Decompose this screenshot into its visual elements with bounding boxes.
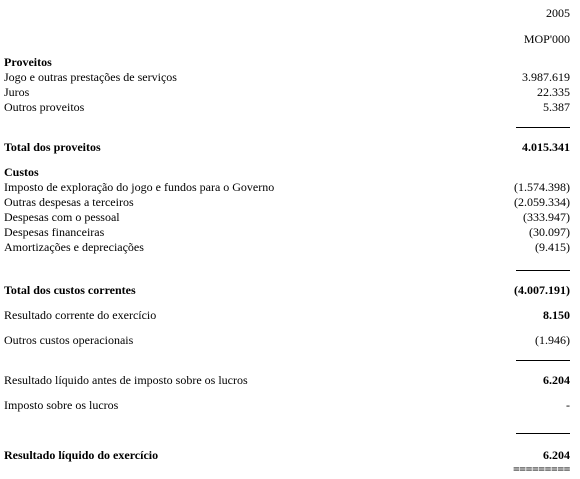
row-value: 3.987.619 [522, 70, 570, 84]
row-label: Imposto sobre os lucros [4, 398, 119, 412]
outros-custos-row [0, 333, 580, 347]
total-value: 4.015.341 [522, 140, 570, 154]
subtotal-rule [516, 433, 570, 434]
resultado-corrente-row [0, 308, 580, 322]
row-value: (333.947) [523, 210, 570, 224]
double-underline: ========= [512, 462, 570, 476]
row-label: Juros [4, 85, 30, 99]
subtotal-rule [516, 270, 570, 271]
row-value: (30.097) [529, 225, 570, 239]
section-heading-label: Proveitos [4, 55, 52, 69]
row-value: (9.415) [535, 240, 570, 254]
subtotal-rule [516, 360, 570, 361]
statement-row [0, 100, 580, 114]
total-label: Total dos custos correntes [4, 283, 136, 297]
row-label: Imposto de exploração do jogo e fundos para o Governo [4, 180, 275, 194]
row-label: Resultado líquido antes de imposto sobre os lucros [4, 373, 248, 387]
row-value: 22.335 [537, 85, 570, 99]
row-label: Amortizações e depreciações [4, 240, 144, 254]
statement-row [0, 225, 580, 239]
total-row-custos [0, 283, 580, 297]
row-value: (2.059.334) [514, 195, 570, 209]
total-value: (4.007.191) [514, 283, 570, 297]
statement-row [0, 240, 580, 254]
total-row-proveitos [0, 140, 580, 154]
statement-row [0, 195, 580, 209]
statement-row [0, 180, 580, 194]
row-label: Resultado corrente do exercício [4, 308, 157, 322]
currency-unit: MOP'000 [523, 32, 570, 46]
imposto-row [0, 398, 580, 412]
row-label: Jogo e outras prestações de serviços [4, 70, 177, 84]
year-header-row [0, 6, 580, 20]
row-label: Despesas financeiras [4, 225, 105, 239]
row-value: - [566, 398, 570, 412]
row-label: Outros proveitos [4, 100, 85, 114]
row-value: (1.574.398) [514, 180, 570, 194]
resultado-liquido-row [0, 448, 580, 462]
section-heading-label: Custos [4, 165, 39, 179]
year-header: 2005 [546, 6, 570, 20]
statement-row [0, 85, 580, 99]
row-value: 6.204 [543, 373, 570, 387]
subtotal-rule [516, 127, 570, 128]
row-value: 6.204 [543, 448, 570, 462]
row-value: (1.946) [535, 333, 570, 347]
total-label: Total dos proveitos [4, 140, 101, 154]
section-heading-proveitos [0, 55, 580, 69]
row-label: Despesas com o pessoal [4, 210, 120, 224]
row-label: Outros custos operacionais [4, 333, 134, 347]
statement-row [0, 70, 580, 84]
statement-row [0, 210, 580, 224]
currency-header-row [0, 32, 580, 46]
row-label: Resultado líquido do exercício [4, 448, 159, 462]
row-value: 8.150 [543, 308, 570, 322]
section-heading-custos [0, 165, 580, 179]
row-label: Outras despesas a terceiros [4, 195, 134, 209]
row-value: 5.387 [543, 100, 570, 114]
antes-imposto-row [0, 373, 580, 387]
